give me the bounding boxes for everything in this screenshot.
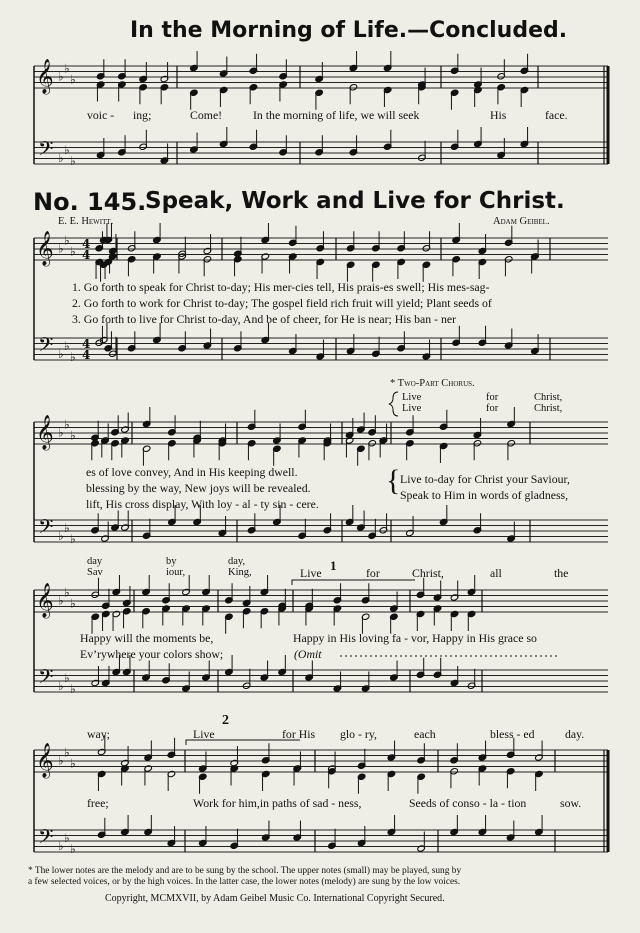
- hymn-title: Speak, Work and Live for Christ.: [145, 188, 565, 214]
- flat-icon: ♭: [58, 241, 64, 256]
- time-signature: 4: [82, 348, 91, 362]
- cue-christ-2: Christ,: [534, 403, 563, 414]
- chorus-line-1: Live to-day for Christ your Saviour,: [400, 472, 570, 486]
- lyric-s5-work: Work for him,in paths of sad - ness,: [193, 796, 362, 810]
- flat-icon: ♭: [70, 244, 76, 259]
- flat-icon: ♭: [58, 753, 64, 768]
- lyricist: E. E. Hewitt.: [58, 216, 114, 227]
- verse-1-line-1: 1. Go forth to speak for Christ to-day; His mer-cies tell, His prais-es swell; His mes-sag-: [72, 280, 490, 294]
- cue-day-2: day,: [228, 556, 246, 567]
- flat-icon: ♭: [70, 349, 76, 364]
- bass-clef-icon: 𝄢: [38, 515, 54, 543]
- cue-by: by: [166, 556, 177, 567]
- flat-icon: ♭: [64, 745, 70, 760]
- lyric-s1-come: Come!: [190, 108, 223, 122]
- flat-icon: ♭: [58, 839, 64, 853]
- flat-icon: ♭: [58, 151, 64, 165]
- cue-live-3: Live: [300, 566, 322, 580]
- cue-glory: glo - ry,: [340, 727, 377, 741]
- flat-icon: ♭: [70, 756, 76, 771]
- flat-icon: ♭: [64, 61, 70, 76]
- flat-icon: ♭: [70, 428, 76, 443]
- cue-for-2: for: [486, 403, 499, 414]
- treble-clef-icon: 𝄞: [36, 231, 54, 266]
- treble-clef-icon: 𝄞: [36, 59, 54, 94]
- cue-all: all: [490, 566, 502, 580]
- cue-christ-1: Christ,: [534, 392, 563, 403]
- flat-icon: ♭: [58, 679, 64, 693]
- lyric-s5-seeds: Seeds of conso - la - tion: [409, 796, 527, 810]
- hymn-number: No. 145.: [33, 188, 147, 216]
- first-ending-number: 1: [330, 558, 337, 573]
- lyric-s1-his: His: [490, 108, 507, 122]
- cue-brace: [389, 392, 398, 416]
- verse-2-line-2: blessing by the way, New joys will be revealed.: [86, 481, 311, 495]
- cue-for-3: for: [366, 566, 380, 580]
- flat-icon: ♭: [70, 841, 76, 856]
- flat-icon: ♭: [64, 417, 70, 432]
- cue-way: way;: [87, 727, 110, 741]
- lyric-s4-everywhere: Ev’rywhere your colors show;: [80, 647, 224, 661]
- lyric-s1-face: face.: [545, 108, 568, 122]
- flat-icon: ♭: [64, 520, 70, 535]
- flat-icon: ♭: [58, 593, 64, 608]
- cue-for-his: for His: [282, 727, 316, 741]
- flat-icon: ♭: [70, 153, 76, 168]
- cue-the: the: [554, 566, 569, 580]
- cue-day-3: day.: [565, 727, 585, 741]
- composer: Adam Geibel.: [493, 216, 550, 227]
- time-signature: 4: [82, 248, 91, 262]
- lyric-s1-morning: In the morning of life, we will seek: [253, 108, 420, 122]
- cue-saviour: Sav: [87, 567, 103, 578]
- cue-blessed: bless - ed: [490, 727, 535, 741]
- two-part-chorus-label: * Two-Part Chorus.: [390, 378, 475, 389]
- verse-3-line-1: 3. Go forth to live for Christ to-day, And be of cheer, for He is near; His ban - ner: [72, 312, 457, 326]
- flat-icon: ♭: [64, 142, 70, 157]
- lyric-s1-ing: ing;: [133, 108, 152, 122]
- lyric-s4-omit: (Omit: [294, 647, 322, 661]
- chorus-line-2: Speak to Him in words of gladness,: [400, 488, 569, 502]
- cue-each: each: [414, 727, 436, 741]
- lyric-s5-sow: sow.: [560, 796, 582, 810]
- verse-3-line-2: lift, His cross display, With loy - al - ty sin - cere.: [86, 497, 319, 511]
- verse-2-line-1: 2. Go forth to work for Christ to-day; The gospel field rich fruit will yield; Plant seeds of: [72, 296, 492, 310]
- bass-clef-icon: 𝄢: [38, 333, 54, 361]
- treble-clef-icon: 𝄞: [36, 743, 54, 778]
- flat-icon: ♭: [58, 425, 64, 440]
- lyric-s5-free: free;: [87, 796, 109, 810]
- treble-clef-icon: 𝄞: [36, 415, 54, 450]
- footnote-line-2: a few selected voices, or by the high voices. In the latter case, the lower notes (melody) are sung by the low voices.: [28, 877, 461, 887]
- flat-icon: ♭: [70, 72, 76, 87]
- bass-clef-icon: 𝄢: [38, 665, 54, 693]
- footnote: [28, 866, 618, 888]
- flat-icon: ♭: [58, 69, 64, 84]
- time-signature: 4: [82, 337, 91, 351]
- second-ending-number: 2: [222, 713, 229, 728]
- flat-icon: ♭: [58, 529, 64, 543]
- flat-icon: ♭: [70, 531, 76, 546]
- cue-live-1: Live: [402, 392, 422, 403]
- bass-clef-icon: 𝄢: [38, 825, 54, 853]
- time-signature: 4: [82, 237, 91, 251]
- cue-day: day: [87, 556, 103, 567]
- flat-icon: ♭: [64, 233, 70, 248]
- copyright: Copyright, MCMXVII, by Adam Geibel Music Co. International Copyright Secured.: [105, 893, 445, 904]
- cue-for-1: for: [486, 392, 499, 403]
- cue-live-4: Live: [193, 727, 215, 741]
- flat-icon: ♭: [70, 681, 76, 696]
- cue-iour: iour,: [166, 567, 186, 578]
- chorus-brace: {: [386, 464, 401, 497]
- cue-christ-3: Christ,: [412, 566, 444, 580]
- lyric-s4-happy-2: Happy in His loving fa - vor, Happy in His grace so: [293, 631, 537, 645]
- bass-clef-icon: 𝄢: [38, 137, 54, 165]
- cue-king: King,: [228, 567, 252, 578]
- cue-live-2: Live: [402, 403, 422, 414]
- concluded-title: In the Morning of Life.—Concluded.: [130, 18, 568, 43]
- flat-icon: ♭: [64, 830, 70, 845]
- flat-icon: ♭: [58, 347, 64, 361]
- verse-1-line-2: es of love convey, And in His keeping dwell.: [86, 465, 298, 479]
- footnote-line-1: * The lower notes are the melody and are to be sung by the school. The upper notes (small) may be played, sung by: [28, 866, 462, 876]
- lyric-s4-happy-1: Happy will the moments be,: [80, 631, 214, 645]
- lyric-s1-voicing: voic -: [87, 108, 115, 122]
- flat-icon: ♭: [64, 585, 70, 600]
- flat-icon: ♭: [64, 338, 70, 353]
- treble-clef-icon: 𝄞: [36, 583, 54, 618]
- flat-icon: ♭: [64, 670, 70, 685]
- flat-icon: ♭: [70, 596, 76, 611]
